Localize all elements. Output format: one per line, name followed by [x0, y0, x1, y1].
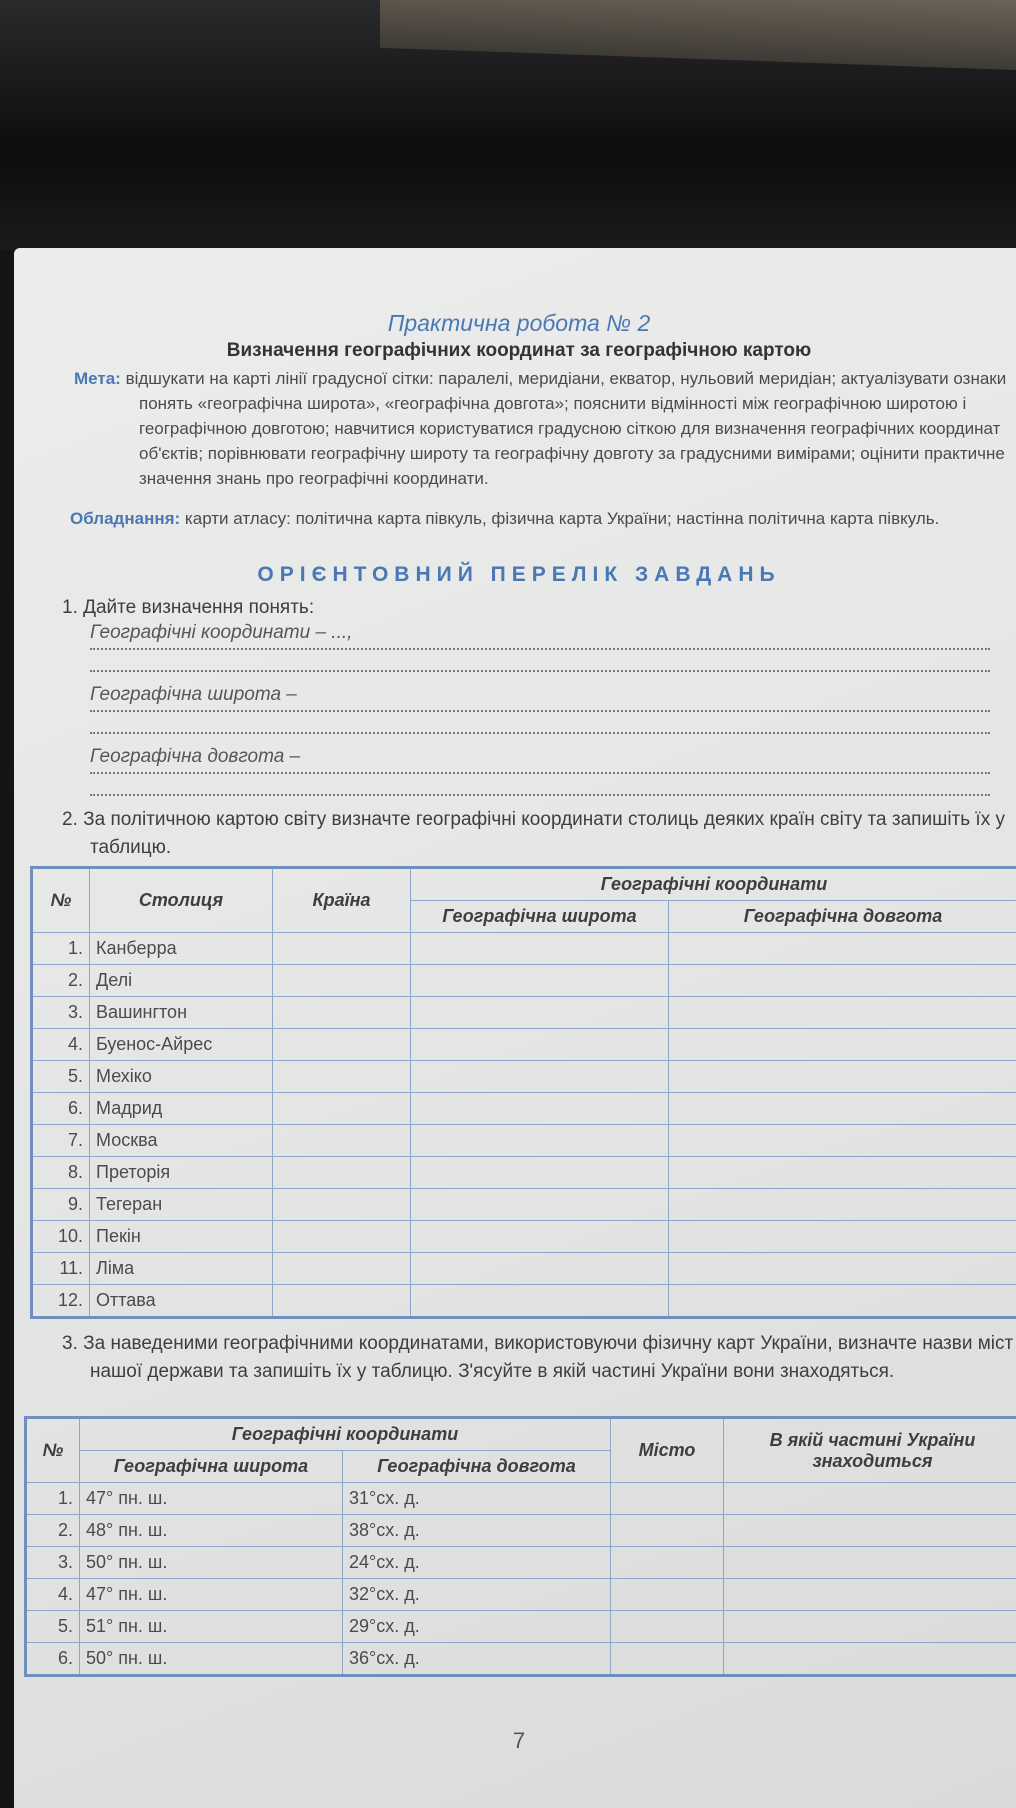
definition-line-latitude[interactable]: Географічна широта – — [90, 684, 990, 712]
row-number: 12. — [32, 1285, 90, 1318]
header-country: Країна — [273, 868, 411, 933]
latitude-value: 51° пн. ш. — [80, 1611, 343, 1643]
header-coords: Географічні координати — [411, 868, 1016, 901]
longitude-value: 38°сх. д. — [343, 1515, 611, 1547]
region-cell[interactable] — [724, 1547, 1016, 1579]
workbook-page — [14, 248, 1016, 1808]
longitude-cell[interactable] — [669, 1221, 1016, 1253]
goal-paragraph — [74, 366, 1016, 491]
capital-name: Мехіко — [90, 1061, 273, 1093]
capital-name: Тегеран — [90, 1189, 273, 1221]
region-cell[interactable] — [724, 1515, 1016, 1547]
row-number: 9. — [32, 1189, 90, 1221]
page-title: Практична робота № 2 — [14, 310, 1016, 337]
page-number: 7 — [14, 1728, 1016, 1754]
table-row — [32, 1029, 1016, 1061]
country-cell[interactable] — [273, 933, 411, 965]
table-row — [32, 1061, 1016, 1093]
header-coords: Географічні координати — [80, 1418, 611, 1451]
table-row — [26, 1611, 1016, 1643]
row-number: 1. — [26, 1483, 80, 1515]
latitude-value: 48° пн. ш. — [80, 1515, 343, 1547]
equipment-text: карти атласу: політична карта півкуль, фізична карта України; настінна політична карта півкуль. — [185, 509, 939, 528]
latitude-cell[interactable] — [411, 965, 669, 997]
ukraine-cities-table — [24, 1416, 1016, 1677]
table-row — [32, 1189, 1016, 1221]
longitude-cell[interactable] — [669, 1061, 1016, 1093]
header-capital: Столиця — [90, 868, 273, 933]
row-number: 6. — [26, 1643, 80, 1676]
header-num: № — [26, 1418, 80, 1483]
table-row — [32, 933, 1016, 965]
definition-line-continued[interactable] — [90, 792, 990, 796]
header-num: № — [32, 868, 90, 933]
table-row — [32, 1093, 1016, 1125]
country-cell[interactable] — [273, 1285, 411, 1318]
latitude-cell[interactable] — [411, 1093, 669, 1125]
capital-name: Мадрид — [90, 1093, 273, 1125]
capital-name: Оттава — [90, 1285, 273, 1318]
capitals-table — [30, 866, 1016, 1319]
row-number: 2. — [32, 965, 90, 997]
header-lon: Географічна довгота — [343, 1451, 611, 1483]
city-cell[interactable] — [611, 1547, 724, 1579]
row-number: 6. — [32, 1093, 90, 1125]
latitude-value: 50° пн. ш. — [80, 1643, 343, 1676]
longitude-value: 32°сх. д. — [343, 1579, 611, 1611]
table-row — [32, 1285, 1016, 1318]
country-cell[interactable] — [273, 1253, 411, 1285]
longitude-cell[interactable] — [669, 1285, 1016, 1318]
table-row — [32, 997, 1016, 1029]
region-cell[interactable] — [724, 1611, 1016, 1643]
header-lat: Географічна широта — [411, 901, 669, 933]
capital-name: Буенос-Айрес — [90, 1029, 273, 1061]
city-cell[interactable] — [611, 1611, 724, 1643]
table-row — [26, 1643, 1016, 1676]
city-cell[interactable] — [611, 1643, 724, 1676]
tasks-heading: ОРІЄНТОВНИЙ ПЕРЕЛІК ЗАВДАНЬ — [14, 563, 1016, 587]
longitude-cell[interactable] — [669, 965, 1016, 997]
city-cell[interactable] — [611, 1515, 724, 1547]
table-row — [32, 1221, 1016, 1253]
longitude-value: 24°сх. д. — [343, 1547, 611, 1579]
table-row — [32, 1253, 1016, 1285]
capital-name: Пекін — [90, 1221, 273, 1253]
latitude-value: 47° пн. ш. — [80, 1483, 343, 1515]
header-part: В якій частині України знаходиться — [724, 1418, 1016, 1483]
row-number: 11. — [32, 1253, 90, 1285]
page-subtitle: Визначення географічних координат за географічною картою — [14, 340, 1016, 362]
latitude-cell[interactable] — [411, 933, 669, 965]
header-lon: Географічна довгота — [669, 901, 1016, 933]
table-row — [32, 1157, 1016, 1189]
longitude-cell[interactable] — [669, 1093, 1016, 1125]
latitude-value: 50° пн. ш. — [80, 1547, 343, 1579]
longitude-cell[interactable] — [669, 997, 1016, 1029]
longitude-cell[interactable] — [669, 1253, 1016, 1285]
definition-line-longitude[interactable]: Географічна довгота – — [90, 746, 990, 774]
row-number: 4. — [26, 1579, 80, 1611]
latitude-cell[interactable] — [411, 1125, 669, 1157]
latitude-cell[interactable] — [411, 1221, 669, 1253]
country-cell[interactable] — [273, 1189, 411, 1221]
latitude-cell[interactable] — [411, 1285, 669, 1318]
longitude-value: 29°сх. д. — [343, 1611, 611, 1643]
city-cell[interactable] — [611, 1579, 724, 1611]
longitude-cell[interactable] — [669, 1157, 1016, 1189]
row-number: 4. — [32, 1029, 90, 1061]
task1-text: 1. Дайте визначення понять: — [62, 594, 314, 622]
capital-name: Преторія — [90, 1157, 273, 1189]
latitude-cell[interactable] — [411, 1189, 669, 1221]
capital-name: Канберра — [90, 933, 273, 965]
equipment-label: Обладнання: — [70, 509, 180, 528]
table-row — [26, 1483, 1016, 1515]
capital-name: Вашингтон — [90, 997, 273, 1029]
equipment-paragraph — [70, 506, 1016, 531]
task2-text: 2. За політичною картою світу визначте географічні координати столиць деяких країн світу та запишіть їх у таблицю. — [62, 806, 1016, 862]
latitude-cell[interactable] — [411, 1061, 669, 1093]
header-lat: Географічна широта — [80, 1451, 343, 1483]
longitude-cell[interactable] — [669, 1189, 1016, 1221]
latitude-cell[interactable] — [411, 1253, 669, 1285]
table-row — [26, 1547, 1016, 1579]
header-city: Місто — [611, 1418, 724, 1483]
country-cell[interactable] — [273, 1061, 411, 1093]
latitude-value: 47° пн. ш. — [80, 1579, 343, 1611]
row-number: 7. — [32, 1125, 90, 1157]
definition-line-continued[interactable] — [90, 668, 990, 672]
table-row — [26, 1579, 1016, 1611]
region-cell[interactable] — [724, 1483, 1016, 1515]
country-cell[interactable] — [273, 997, 411, 1029]
longitude-value: 36°сх. д. — [343, 1643, 611, 1676]
table-row — [26, 1515, 1016, 1547]
goal-label: Мета: — [74, 369, 121, 388]
definition-line-continued[interactable] — [90, 730, 990, 734]
longitude-cell[interactable] — [669, 933, 1016, 965]
country-cell[interactable] — [273, 1125, 411, 1157]
table-row — [32, 1125, 1016, 1157]
country-cell[interactable] — [273, 1157, 411, 1189]
row-number: 1. — [32, 933, 90, 965]
row-number: 8. — [32, 1157, 90, 1189]
table-row — [32, 965, 1016, 997]
city-cell[interactable] — [611, 1483, 724, 1515]
row-number: 10. — [32, 1221, 90, 1253]
longitude-value: 31°сх. д. — [343, 1483, 611, 1515]
country-cell[interactable] — [273, 1029, 411, 1061]
capital-name: Ліма — [90, 1253, 273, 1285]
capital-name: Москва — [90, 1125, 273, 1157]
country-cell[interactable] — [273, 965, 411, 997]
latitude-cell[interactable] — [411, 1157, 669, 1189]
longitude-cell[interactable] — [669, 1029, 1016, 1061]
row-number: 3. — [32, 997, 90, 1029]
row-number: 2. — [26, 1515, 80, 1547]
latitude-cell[interactable] — [411, 1029, 669, 1061]
longitude-cell[interactable] — [669, 1125, 1016, 1157]
goal-text: відшукати на карті лінії градусної сітки: паралелі, меридіани, екватор, нульовий меридіан; актуалізувати ознаки понять «географічна широта», «географічна довгота»; пояснити відмінності між географічною широтою і географічною довготою; навчитися користуватися градусною сіткою для визначення географічних координат об'єктів; порівнювати географічну широту та географічну довготу за градусними вимірами; оцінити практичне значення знань про географічні координати. — [126, 369, 1007, 488]
capital-name: Делі — [90, 965, 273, 997]
row-number: 3. — [26, 1547, 80, 1579]
row-number: 5. — [32, 1061, 90, 1093]
definition-line-coordinates[interactable]: Географічні координати – ..., — [90, 622, 990, 650]
task3-text: 3. За наведеними географічними координатами, використовуючи фізичну карт України, визначте назви міст нашої держави та запишіть їх у таблицю. З'ясуйте в якій частині України вони знаходяться. — [62, 1330, 1016, 1386]
country-cell[interactable] — [273, 1221, 411, 1253]
row-number: 5. — [26, 1611, 80, 1643]
region-cell[interactable] — [724, 1643, 1016, 1676]
country-cell[interactable] — [273, 1093, 411, 1125]
latitude-cell[interactable] — [411, 997, 669, 1029]
region-cell[interactable] — [724, 1579, 1016, 1611]
